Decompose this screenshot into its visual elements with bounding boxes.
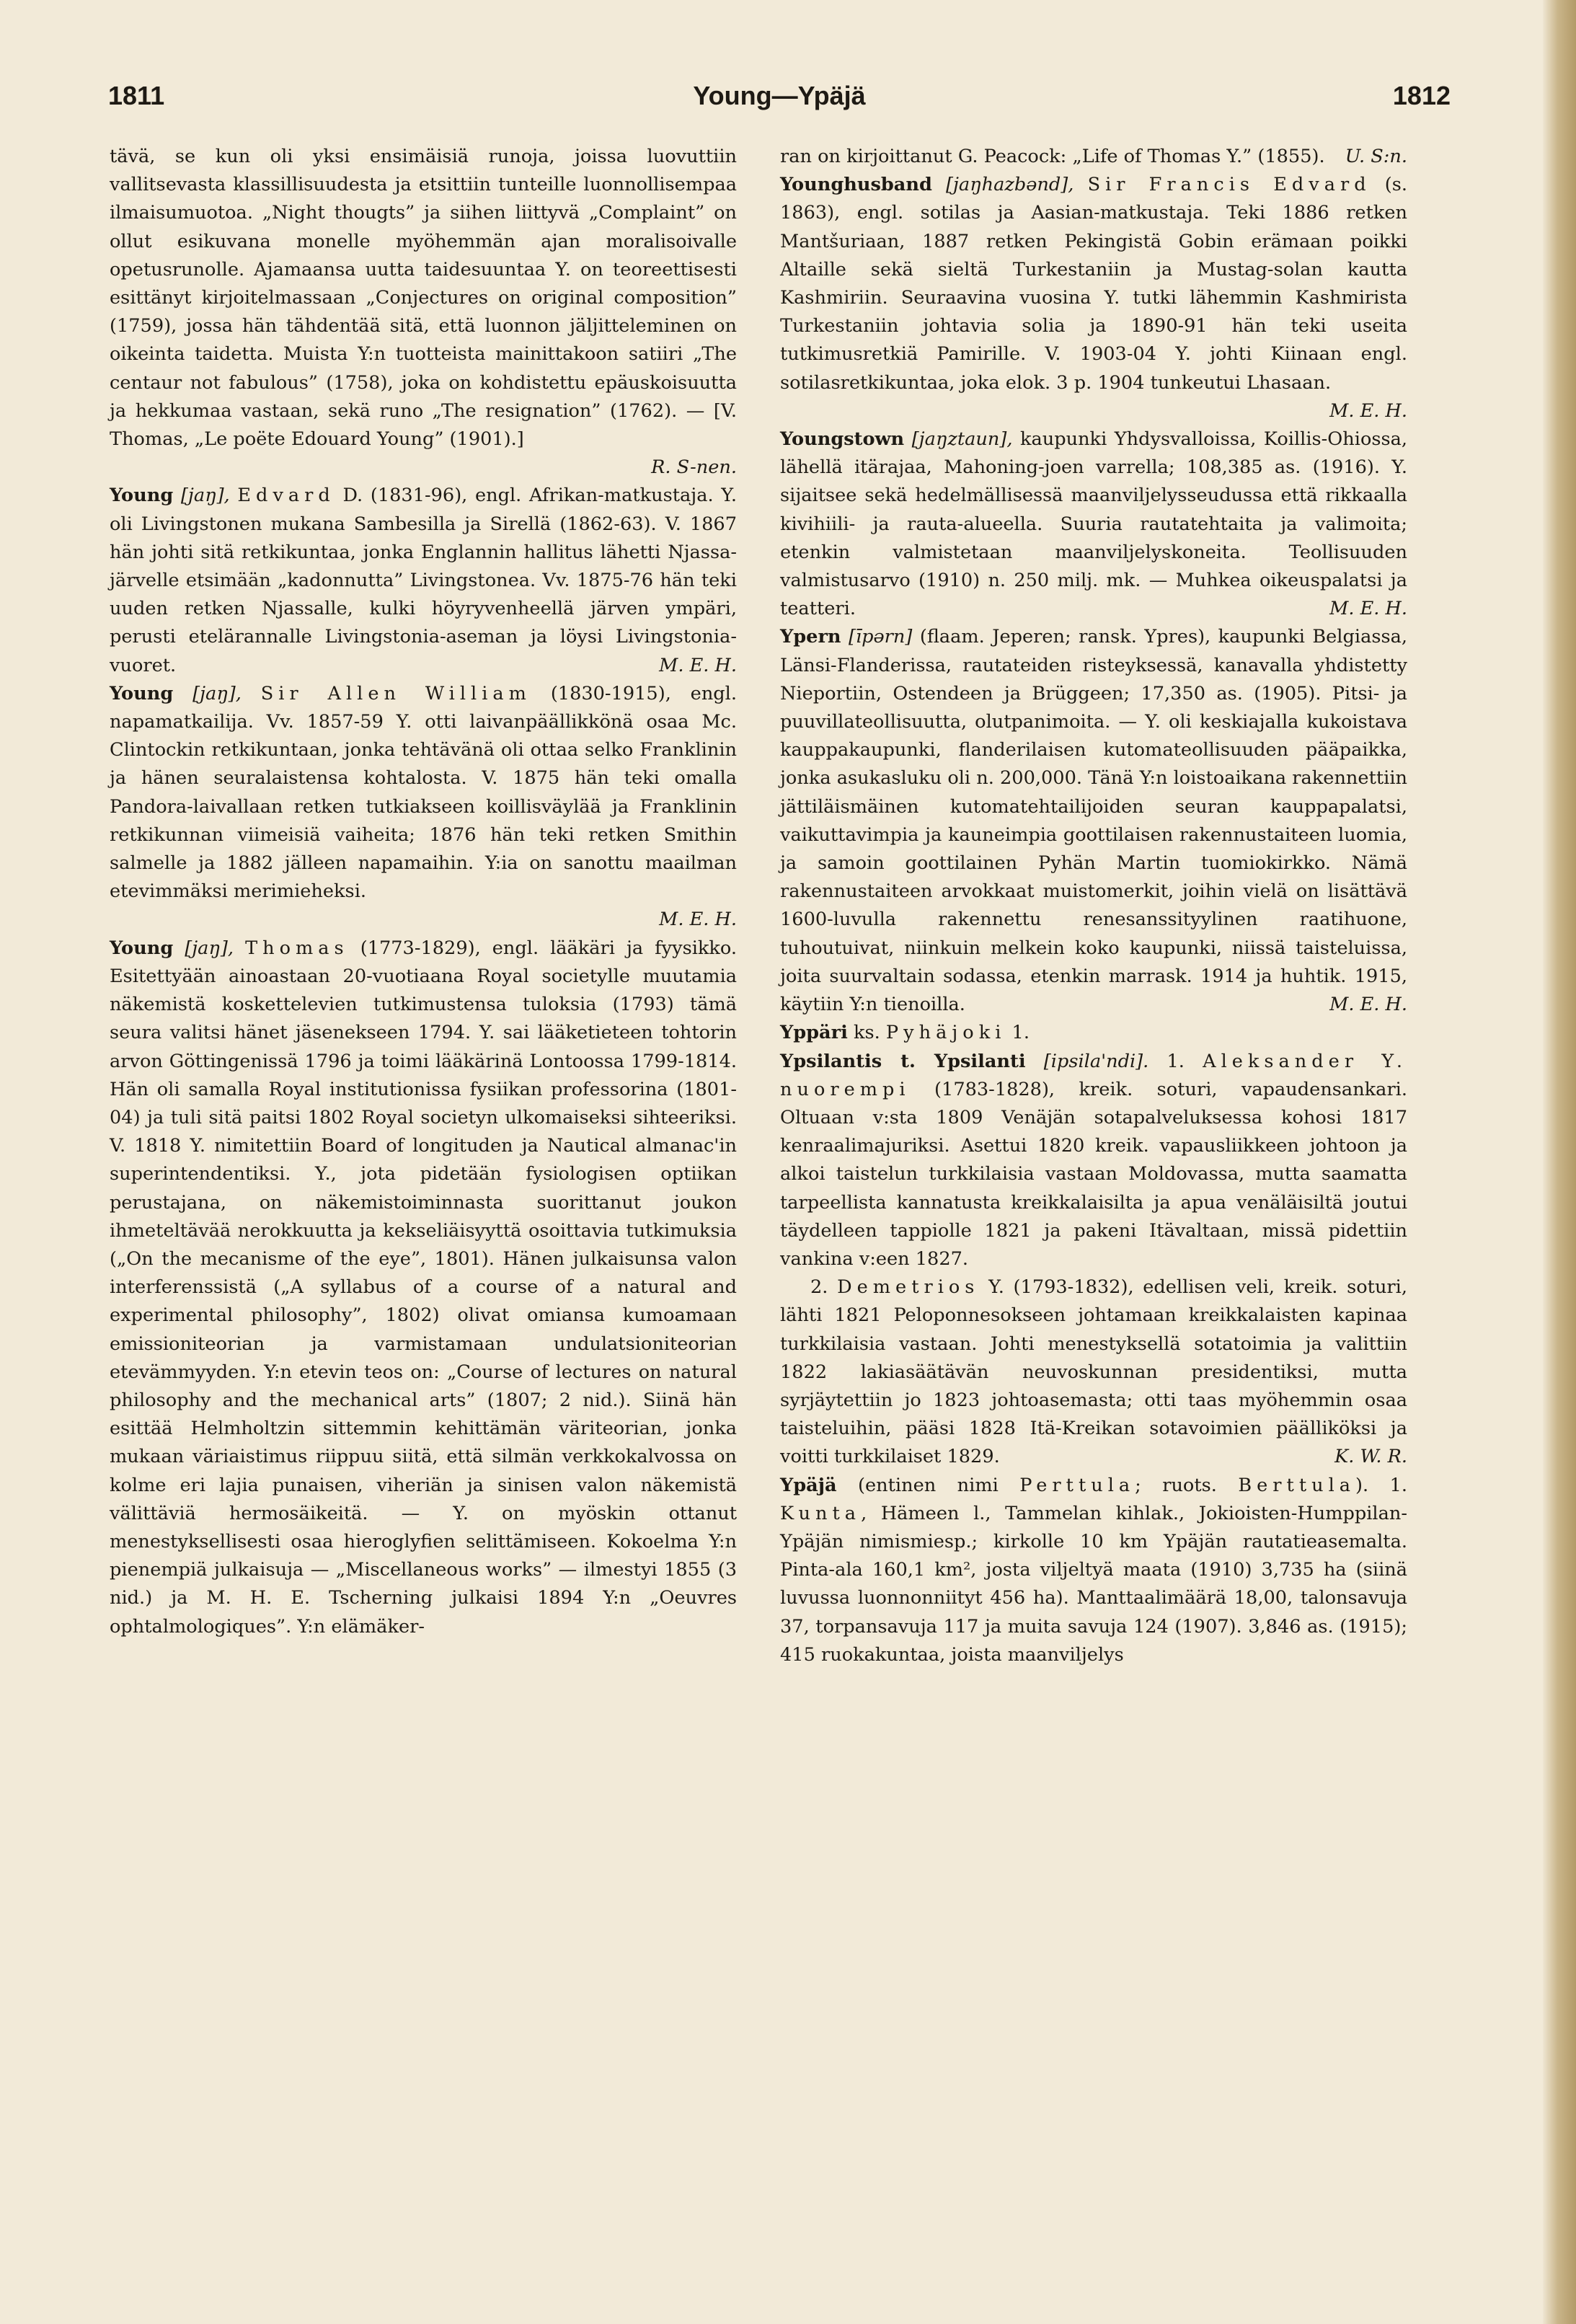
running-title: Young—Ypäjä	[693, 81, 866, 110]
entry-young-edvard	[110, 482, 737, 679]
entry-youngstown	[780, 425, 1407, 623]
pronunciation: [jaŋ],	[180, 485, 230, 507]
entry-text: , Hämeen l., Tammelan kihlak., Jokioisten-Humppilan-Ypäjän nimismiesp.; kirkolle 10 km Ypäjän rautatieasemalta. Pinta-ala 160,1 km², josta viljeltyä maata (1910) 3,735 ha (siinä luvussa luonnonniityt 456 ha). Manttaalimäärä 18,00, talonsavuja 37, torpansavuja 117 ja muita savuja 124 (1907). 3,846 as. (1915); 415 ruokakuntaa, joista maanviljelys	[780, 1502, 1407, 1666]
entry-yppari	[780, 1019, 1407, 1047]
author-signature: M. E. H.	[1329, 598, 1407, 620]
headword: Young	[110, 937, 174, 959]
pronunciation: [jaŋhazbənd],	[946, 174, 1074, 196]
entry-ypaja	[780, 1472, 1407, 1669]
author-signature: M. E. H.	[1329, 994, 1407, 1016]
left-column	[110, 143, 737, 1641]
headword: Young	[110, 682, 174, 704]
former-name: Perttula	[1019, 1474, 1135, 1496]
headword: Ypäjä	[780, 1474, 837, 1496]
entry-number: 1.	[1166, 1050, 1185, 1072]
entry-text: (entinen nimi	[858, 1474, 999, 1496]
given-name: Sir Francis Edvard	[1087, 174, 1371, 196]
headword: Ypsilantis t. Ypsilanti	[780, 1050, 1026, 1072]
continuation-paragraph	[780, 143, 1407, 171]
entry-text: ). 1.	[1355, 1474, 1407, 1496]
page-edge	[1543, 0, 1576, 2324]
entry-text: (s. 1863), engl. sotilas ja Aasian-matkustaja. Teki 1886 retken Mantšuriaan, 1887 retken Pekingistä Gobin erämaan poikki Altaille sekä sieltä Turkestaniin ja Mustag-solan kautta Kashmiriin. Seuraavina vuosina Y. tutki lähemmin Kashmirista Turkestaniin johtavia solia ja 1890-91 hän teki useita tutkimusretkiä Pamirille. V. 1903-04 Y. johti Kiinaan engl. sotilasretkikuntaa, joka elok. 3 p. 1904 tunkeutui Lhasaan.	[780, 174, 1408, 394]
cross-reference: Pyhäjoki	[885, 1022, 1006, 1044]
entry-text: ; ruots.	[1135, 1474, 1217, 1496]
author-signature: R. S-nen.	[651, 456, 737, 479]
left-column-number: 1811	[108, 81, 165, 110]
pronunciation: [jaŋ],	[185, 937, 234, 959]
entry-text: (flaam. Jeperen; ransk. Ypres), kaupunki Belgiassa, Länsi-Flanderissa, rautateiden risteyksessä, kanavalla yhdistetty Nieportiin, Ostendeen ja Brüggeen; 17,350 as. (1905). Pitsi- ja puuvillateollisuutta, olutpanimoita. — Y. oli keskiajalla kukoistava kauppakaupunki, flanderilaisen kutomateollisuuden pääpaikka, jonka asukasluku oli n. 200,000. Tänä Y:n loistoaikana rakennettiin jättiläismäinen kutomatehtailijoiden seuran kauppapalatsi, vaikuttavimpia ja kauneimpia goottilaisen rakennustaiteen luomia, ja samoin goottilainen Pyhän Martin tuomiokirkko. Nämä rakennustaiteen arvokkaat muistomerkit, joihin vielä on lisättävä 1600-luvulla rakennettu renesanssityylinen raatihuone, tuhoutuivat, niinkuin melkein koko kaupunki, niissä taisteluissa, joita suurvaltain sodassa, etenkin marrask. 1914 ja huhtik. 1915, käytiin Y:n tienoilla.	[780, 626, 1407, 1016]
paragraph-text: tävä, se kun oli yksi ensimäisiä runoja, joissa luovuttiin vallitsevasta klassillisuudesta ja etsittiin tunteille luonnollisempaa ilmaisumuotoa. „Night thougts” ja siihen liittyvä „Complaint” on ollut esikuvana monelle myöhemmän ajan moralisoivalle opetusrunolle. Ajamaansa uutta taidesuuntaa Y. on teoreettisesti esittänyt kirjoitelmassaan „Conjectures on original composition” (1759), jossa hän tähdentää sitä, että luonnon jäljitteleminen on oikeinta taidetta. Muista Y:n tuotteista mainittakoon satiiri „The centaur not fabulous” (1758), joka on kohdistettu epäuskoisuutta ja hekkumaa vastaan, sekä runo „The resignation” (1762). — [V. Thomas, „Le poëte Edouard Young” (1901).]	[110, 146, 737, 451]
given-name: Demetrios	[837, 1276, 980, 1299]
swedish-name: Berttula	[1238, 1474, 1356, 1496]
entry-text: ks.	[854, 1022, 880, 1044]
entry-text: 1.	[1011, 1022, 1030, 1044]
paragraph-text: ran on kirjoittanut G. Peacock: „Life of Thomas Y.” (1855).	[780, 146, 1325, 167]
entry-ypsilantis-demetrios	[780, 1273, 1407, 1471]
given-name: Aleksander Y. nuorempi	[780, 1050, 1407, 1100]
author-signature: M. E. H.	[1329, 399, 1407, 422]
entry-text: (1773-1829), engl. lääkäri ja fyysikko. Esitettyään ainoastaan 20-vuotiaana Royal societylle muutamia näkemistä koskettelevien tutkimustensa tuloksia (1793) tämä seura valitsi hänet jäsenekseen 1794. Y. sai lääketieteen tohtorin arvon Göttingenissä 1796 ja toimi lääkärinä Lontoossa 1799-1814. Hän oli samalla Royal institutionissa fysiikan professorina (1801-04) ja tuli sitä paitsi 1802 Royal societyn ulkomaiseksi sihteeriksi. V. 1818 Y. nimitettiin Board of longituden ja Nautical almanac'in superintendentiksi. Y., jota pidetään fysiologisen optiikan perustajana, on näkemistoiminnasta suorittanut joukon ihmeteltävää nerokkuutta ja kekseliäisyyttä osoittavia tutkimuksia („On the mecanisme of the eye”, 1801). Hänen julkaisunsa valon interferenssistä („A syllabus of a course of a natural and experimental philosophy”, 1802) olivat omiansa kumoamaan emissioniteorian ja varmistamaan undulatsioniteorian etevämmyyden. Y:n etevin teos on: „Course of lectures on natural philosophy and the mechanical arts” (1807; 2 nid.). Siinä hän esittää Helmholtzin sittemmin kehittämän väriteorian, jonka mukaan väriaistimus riippuu siitä, että silmän verkkokalvossa on kolme eri lajia punaisen, viheriän ja sinisen valon näkemistä välittäviä hermosäikeitä. — Y. on myöskin ottanut menestyksellisesti osaa hieroglyfien selittämiseen. Kokoelma Y:n pienempiä julkaisuja — „Miscellaneous works” — ilmestyi 1855 (3 nid.) ja M. H. E. Tscherning julkaisi 1894 Y:n „Oeuvres ophtalmologiques”. Y:n elämäker-	[110, 937, 738, 1638]
author-signature: M. E. H.	[659, 654, 737, 676]
entry-text: Y. (1793-1832), edellisen veli, kreik. soturi, lähti 1821 Peloponnesokseen johtamaan kreikkalaisten kapinaa turkkilaisia vastaan. Johti menestyksellä sotatoimia ja valittiin 1822 lakiasäätävän neuvoskunnan presidentiksi, mutta syrjäytettiin jo 1823 johtoasemasta; otti taas myöhemmin osaa taisteluihin, pääsi 1828 Itä-Kreikan sotavoimien päälliköksi ja voitti turkkilaiset 1829.	[780, 1276, 1407, 1468]
author-signature: K. W. R.	[1334, 1446, 1407, 1468]
pronunciation: [īpərn]	[848, 626, 913, 648]
entry-younghusband	[780, 171, 1407, 397]
headword: Younghusband	[780, 174, 932, 196]
headword: Youngstown	[780, 428, 905, 451]
given-name: Sir Allen William	[260, 682, 531, 704]
headword: Yppäri	[780, 1022, 848, 1044]
section-label: Kunta	[780, 1502, 862, 1524]
entry-text: (1783-1828), kreik. soturi, vapaudensankari. Oltuaan v:sta 1809 Venäjän sotapalveluksessa kohosi 1817 kenraalimajuriksi. Asettui 1820 kreik. vapausliikkeen johtoon ja alkoi taistelun turkkilaisia vastaan Moldovassa, mutta saamatta tarpeellista kannatusta kreikkalaisilta ja apua venäläisiltä joutui täydelleen tappiolle 1821 ja pakeni Itävaltaan, missä pidettiin vankina v:een 1827.	[780, 1078, 1407, 1270]
given-name: Edvard	[237, 485, 335, 507]
author-signature: U. S:n.	[1345, 146, 1407, 167]
entry-text: D. (1831-96), engl. Afrikan-matkustaja. Y. oli Livingstonen mukana Sambesilla ja Sirellä (1862-63). V. 1867 hän johti sitä retkikuntaa, jonka Englannin hallitus lähetti Njassa-järvelle etsimään „kadonnutta” Livingstonea. Vv. 1875-76 hän teki uuden retken Njassalle, kulki höyryvenheellä järven ympäri, perusti etelärannalle Livingstonia-aseman ja löysi Livingstonia-vuoret.	[110, 485, 738, 676]
continuation-paragraph	[110, 143, 737, 454]
headword: Young	[110, 485, 174, 507]
entry-text: kaupunki Yhdysvalloissa, Koillis-Ohiossa, lähellä itärajaa, Mahoning-joen varrella; 108,385 as. (1916). Y. sijaitsee sekä hedelmällisessä maanviljelysseudussa että rikkaalla kivihiili- ja rauta-alueella. Suuria rautatehtaita ja valimoita; etenkin valmistetaan maanviljelyskoneita. Teollisuuden valmistusarvo (1910) n. 250 milj. mk. — Muhkea oikeuspalatsi ja teatteri.	[780, 428, 1408, 620]
entry-young-thomas	[110, 935, 737, 1641]
pronunciation: [jaŋztaun],	[911, 428, 1013, 451]
headword: Ypern	[780, 626, 841, 648]
entry-number: 2.	[810, 1276, 828, 1299]
entry-text: (1830-1915), engl. napamatkailija. Vv. 1857-59 Y. otti laivanpäällikkönä osaa Mc. Clintockin retkikuntaan, jonka tehtävänä oli ottaa selko Franklinin ja hänen seuralaistensa kohtalosta. V. 1875 hän teki omalla Pandora-laivallaan retken tutkiakseen koillisväylää ja Franklinin retkikunnan viimeisiä vaiheita; 1876 hän teki retken Smithin salmelle ja 1882 jälleen napamaihin. Y:ia on sanottu maailman etevimmäksi merimieheksi.	[110, 682, 738, 903]
pronunciation: [ipsila'ndi].	[1043, 1050, 1149, 1072]
author-signature: M. E. H.	[659, 909, 737, 931]
given-name: Thomas	[245, 937, 349, 959]
right-column-number: 1812	[1392, 81, 1451, 110]
entry-ypern	[780, 623, 1407, 1019]
entry-ypsilantis	[780, 1048, 1407, 1274]
entry-young-allen	[110, 680, 737, 906]
pronunciation: [jaŋ],	[192, 682, 242, 704]
page-header	[108, 81, 1451, 124]
right-column	[780, 143, 1407, 1669]
